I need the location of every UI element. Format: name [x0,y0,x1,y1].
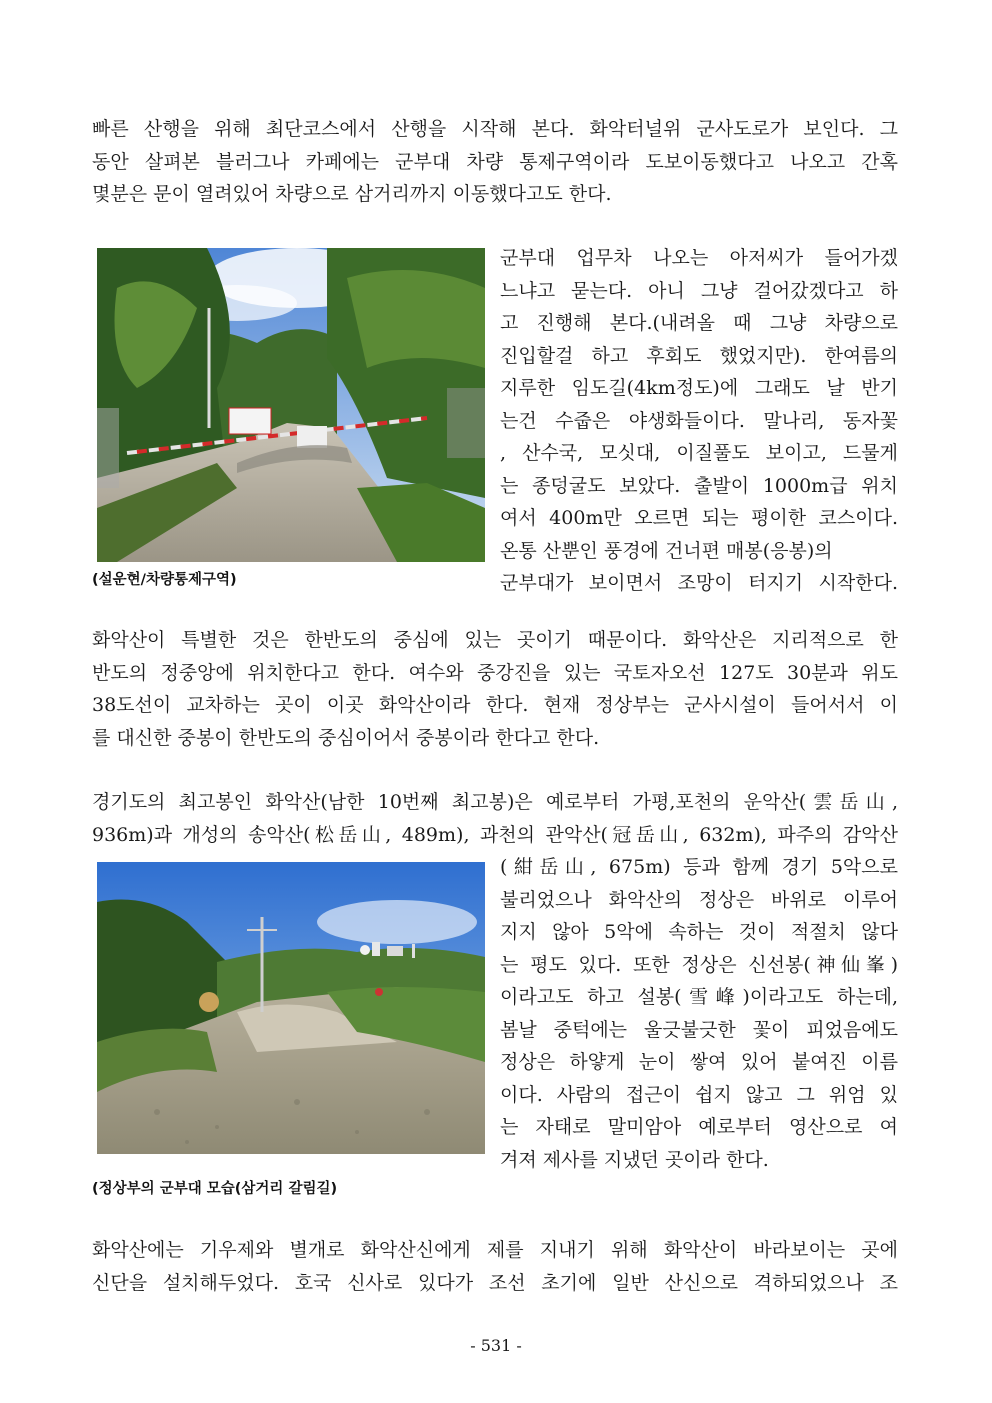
text-line: 는 종덩굴도 보았다. 출발이 1000m급 위치 [500,474,898,497]
text-line: 936m)과 개성의 송악산(松岳山, 489m), 과천의 관악산(冠岳山, 632m), 파주의 감악산 [92,823,898,846]
text-line: 는 평도 있다. 또한 정상은 신선봉(神仙峯) [500,953,898,976]
text-line: 지지 않아 5악에 속하는 것이 적절치 않다 [500,921,898,943]
paragraph-1 [92,113,898,211]
text-line: (紺岳山, 675m) 등과 함께 경기 5악으로 [500,856,898,878]
paragraph-5 [92,1234,898,1299]
paragraph-3 [92,624,898,754]
text-line: 군부대가 보이면서 조망이 터지기 시작한다. [500,572,898,594]
text-line: 이다. 사람의 접근이 쉽지 않고 그 위엄 있 [500,1083,898,1106]
text-line: 여서 400m만 오르면 되는 평이한 코스이다. [500,507,898,529]
text-line: 화악산에는 기우제와 별개로 화악산신에게 제를 지내기 위해 화악산이 바라보이는 곳에 [92,1239,898,1261]
text-line: 빠른 산행을 위해 최단코스에서 산행을 시작해 본다. 화악터널위 군사도로가 보인다. 그 [92,118,898,140]
text-line: 를 대신한 중봉이 한반도의 중심이어서 중봉이라 한다고 한다. [92,726,600,749]
text-line: 이라고도 하고 설봉(雪峰)이라고도 하는데, [500,986,898,1008]
text-line: 신단을 설치해두었다. 호국 신사로 있다가 조선 초기에 일반 산신으로 격하되었으나 조 [92,1271,898,1294]
photo-road-barrier [97,248,485,562]
text-line: 지루한 임도길(4km정도)에 그래도 날 반기 [500,377,898,399]
text-line: 불리었으나 화악산의 정상은 바위로 이루어 [500,888,898,911]
text-line: 군부대 업무차 나오는 아저씨가 들어가겠 [500,247,898,269]
photo-caption-1: (설운현/차량통제구역) [92,572,237,588]
text-line: 경기도의 최고봉인 화악산(남한 10번째 최고봉)은 예로부터 가평,포천의 운악산(雲岳山, [92,791,898,813]
photo-road-barrier-image [97,248,485,562]
page-number: - 531 - [470,1336,522,1355]
text-line: 봄날 중턱에는 울긋불긋한 꽃이 피었음에도 [500,1018,898,1041]
text-line: 화악산이 특별한 것은 한반도의 중심에 있는 곳이기 때문이다. 화악산은 지리적으로 한 [92,629,898,651]
text-line: 반도의 정중앙에 위치한다고 한다. 여수와 중강진을 있는 국토자오선 127도 30분과 위도 [92,661,898,684]
text-line: 는 자태로 말미암아 예로부터 영산으로 여 [500,1116,898,1138]
paragraph-4 [92,786,898,851]
text-line: 느냐고 묻는다. 아니 그냥 걸어갔겠다고 하 [500,279,898,302]
text-line: , 산수국, 모싯대, 이질풀도 보이고, 드물게 [500,442,898,464]
paragraph-4-side [500,851,898,1176]
photo-caption-2: (정상부의 군부대 모습(삼거리 갈림길) [92,1181,338,1197]
text-line: 고 진행해 본다.(내려올 때 그냥 차량으로 [500,312,898,334]
text-line: 는건 수줍은 야생화들이다. 말나리, 동자꽃 [500,409,898,432]
paragraph-2 [500,242,898,600]
text-line: 38도선이 교차하는 곳이 이곳 화악산이라 한다. 현재 정상부는 군사시설이 들어서서 이 [92,694,898,716]
text-line: 겨져 제사를 지냈던 곳이라 한다. [500,1148,769,1171]
text-line: 동안 살펴본 블러그나 카페에는 군부대 차량 통제구역이라 도보이동했다고 나오고 간혹 [92,150,898,173]
photo-summit-base [97,862,485,1154]
text-line: 정상은 하얗게 눈이 쌓여 있어 붙여진 이름 [500,1051,898,1073]
text-line: 진입할걸 하고 후회도 했었지만). 한여름의 [500,344,898,367]
text-line: 몇분은 문이 열려있어 차량으로 삼거리까지 이동했다고도 한다. [92,183,612,205]
photo-summit-base-image [97,862,485,1154]
text-line: 온통 산뿐인 풍경에 건너편 매봉(응봉)의 [500,539,833,562]
